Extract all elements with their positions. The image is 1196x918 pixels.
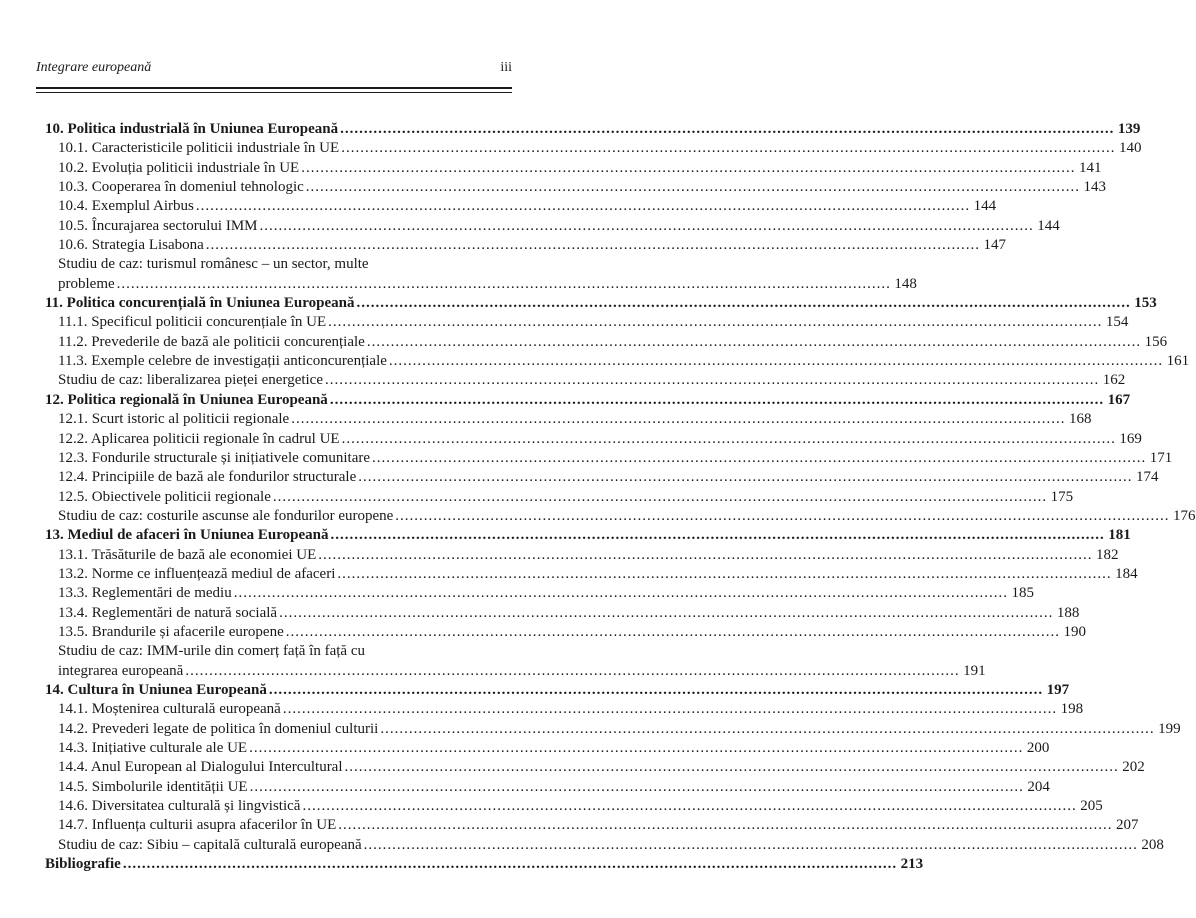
toc-entry-label: 13.3. Reglementări de mediu [58,585,232,602]
dot-leader [306,178,1080,197]
toc-entry-page: 181 [1108,527,1131,544]
dot-leader [269,681,1043,700]
toc-case-study-entry [45,371,1126,390]
toc-entry-label: Studiu de caz: Sibiu – capitală culturală europeană [58,836,362,853]
dot-leader [358,468,1132,487]
toc-entry-page: 153 [1134,295,1157,312]
toc-entry-page: 191 [963,662,986,679]
toc-entry-label: probleme [58,275,115,292]
toc-entry-page: 167 [1107,391,1131,408]
toc-case-study-entry [45,255,917,294]
dot-leader [342,430,1116,449]
toc-entry-label: 10.2. Evoluția politicii industriale în UE [58,159,300,176]
toc-chapter-entry [45,294,1157,313]
toc-entry-label: Bibliografie [45,856,121,873]
toc-section-entry [45,139,1142,158]
dot-leader [283,700,1057,719]
toc-section-entry [45,778,1050,797]
dot-leader [249,739,1023,758]
toc-section-entry [45,546,1119,565]
toc-case-study-continuation [45,275,917,294]
toc-entry-page: 174 [1135,469,1159,486]
toc-entry-page: 169 [1119,430,1142,447]
toc-entry-page: 154 [1105,314,1129,331]
toc-entry-page: 143 [1083,179,1107,196]
toc-section-entry [45,797,1103,816]
dot-leader [389,352,1163,371]
toc-entry-page: 190 [1063,623,1086,640]
dot-leader [325,371,1099,390]
toc-section-entry [45,758,1145,777]
toc-entry-page: 188 [1056,604,1080,621]
header-rule-thick [36,87,512,89]
table-of-contents [45,120,1196,874]
toc-entry-page: 139 [1117,121,1141,137]
toc-entry-label: 10.3. Cooperarea în domeniul tehnologic [58,179,304,196]
toc-section-entry [45,565,1138,584]
toc-entry-page: 207 [1115,817,1139,834]
toc-entry-label-line1: Studiu de caz: IMM-urile din comerț față în față cu [58,643,365,660]
toc-entry-label: 12.5. Obiectivele politicii regionale [58,488,271,505]
dot-leader [234,584,1008,603]
toc-entry-label: 11.3. Exemple celebre de investigații anticoncurențiale [58,353,387,370]
toc-entry-label: 14.4. Anul European al Dialogului Intercultural [58,759,343,776]
dot-leader [273,488,1047,507]
dot-leader [367,333,1141,352]
dot-leader [260,217,1034,236]
dot-leader [331,526,1105,545]
dot-leader [301,159,1075,178]
toc-entry-page: 161 [1166,353,1190,370]
dot-leader [117,275,891,294]
toc-entry-label: 12.4. Principiile de bază ale fondurilor structurale [58,469,357,486]
dot-leader [206,236,980,255]
toc-section-entry [45,816,1139,835]
toc-case-study-continuation [45,662,986,681]
header-rule-thin [36,92,512,93]
toc-entry-label: 14.3. Inițiative culturale ale UE [58,740,248,756]
toc-section-entry [45,430,1142,449]
dot-leader [345,758,1119,777]
toc-section-entry [45,449,1173,468]
toc-entry-page: 200 [1026,740,1050,756]
toc-section-entry [45,739,1050,758]
toc-chapter-entry [45,120,1141,139]
toc-entry-label: 11.2. Prevederile de bază ale politicii concurențiale [58,333,365,350]
toc-entry-page: 144 [1037,217,1060,234]
toc-section-entry [45,488,1074,507]
toc-entry-label: 13.2. Norme ce influențează mediul de afaceri [58,565,336,582]
toc-section-entry [45,197,997,216]
toc-entry-label: Studiu de caz: costurile ascunse ale fondurilor europene [58,507,394,524]
toc-entry-label: 11.1. Specificul politicii concurențiale în UE [58,314,327,331]
toc-entry-page: 184 [1115,565,1138,582]
toc-entry-label: 14.6. Diversitatea culturală și lingvistică [58,798,301,815]
dot-leader [337,565,1111,584]
dot-leader [395,507,1169,526]
toc-section-entry [45,178,1107,197]
toc-section-entry [45,584,1034,603]
dot-leader [380,720,1154,739]
dot-leader [330,391,1104,410]
toc-entry-label: 14.1. Moștenirea culturală europeană [58,701,281,718]
toc-entry-page: 168 [1068,411,1092,428]
toc-entry-page: 162 [1102,372,1126,389]
dot-leader [341,139,1115,158]
toc-section-entry [45,236,1007,255]
toc-entry-label: 12.2. Aplicarea politicii regionale în cadrul UE [58,430,340,447]
toc-section-entry [45,468,1159,487]
toc-section-entry [45,410,1092,429]
page-number: iii [500,60,512,75]
toc-entry-page: 148 [894,275,917,292]
toc-entry-page: 199 [1158,720,1181,737]
toc-entry-label: integrarea europeană [58,662,184,679]
toc-entry-page: 140 [1118,140,1142,157]
toc-section-entry [45,604,1080,623]
toc-entry-page: 202 [1122,759,1145,776]
toc-entry-label-line1: Studiu de caz: turismul românesc – un sector, multe [58,256,369,273]
toc-entry-label: 10.1. Caracteristicile politicii industriale în UE [58,140,340,157]
toc-entry-page: 147 [983,237,1007,254]
toc-entry-page: 144 [973,198,997,215]
toc-entry-label: 10.6. Strategia Lisabona [58,237,204,254]
running-header [36,60,512,78]
toc-entry-page: 176 [1173,507,1196,524]
toc-entry-page: 197 [1046,681,1070,698]
toc-section-entry [45,352,1190,371]
toc-entry-page: 156 [1144,333,1168,350]
toc-entry-label: 10.5. Încurajarea sectorului IMM [58,217,258,234]
toc-entry-label: 14.7. Influența culturii asupra afacerilor în UE [58,817,337,834]
dot-leader [250,778,1024,797]
dot-leader [279,604,1053,623]
dot-leader [196,197,970,216]
running-title: Integrare europeană [36,60,152,75]
toc-entry-label: 13.5. Brandurile și afacerile europene [58,623,284,640]
dot-leader [364,836,1138,855]
dot-leader [291,410,1065,429]
dot-leader [318,546,1092,565]
toc-case-study-entry [45,507,1196,526]
dot-leader [372,449,1146,468]
toc-entry-label: 12.3. Fondurile structurale și inițiativele comunitare [58,449,371,466]
toc-case-study-entry [45,642,986,681]
dot-leader [123,855,897,874]
toc-section-entry [45,333,1168,352]
toc-section-entry [45,159,1102,178]
toc-entry-page: 204 [1027,778,1050,795]
dot-leader [338,816,1112,835]
dot-leader [185,662,959,681]
toc-entry-page: 182 [1096,546,1119,563]
toc-chapter-entry [45,855,924,874]
toc-entry-label: Studiu de caz: liberalizarea pieței energetice [58,372,323,389]
toc-entry-label: 10. Politica industrială în Uniunea Europeană [45,121,339,137]
toc-entry-label: 12.1. Scurt istoric al politicii regionale [58,411,290,428]
dot-leader [340,120,1114,139]
toc-section-entry [45,623,1086,642]
toc-entry-label: 10.4. Exemplul Airbus [58,198,194,215]
toc-entry-label: 14.2. Prevederi legate de politica în domeniul culturii [58,720,379,737]
toc-entry-label: 11. Politica concurențială în Uniunea Europeană [45,295,355,312]
toc-entry-page: 141 [1078,159,1102,176]
toc-chapter-entry [45,526,1131,545]
dot-leader [302,797,1076,816]
toc-entry-label: 13.4. Reglementări de natură socială [58,604,278,621]
dot-leader [328,313,1102,332]
toc-case-study-entry [45,836,1164,855]
toc-entry-label: 14. Cultura în Uniunea Europeană [45,681,267,698]
toc-section-entry [45,217,1060,236]
dot-leader [286,623,1060,642]
toc-entry-page: 208 [1141,836,1164,853]
toc-section-entry [45,313,1129,332]
toc-entry-label: 13. Mediul de afaceri în Uniunea Europeană [45,527,329,544]
toc-entry-label: 14.5. Simbolurile identității UE [58,778,248,795]
toc-entry-page: 213 [900,856,924,873]
dot-leader [356,294,1130,313]
toc-entry-page: 205 [1080,798,1103,815]
toc-entry-label: 12. Politica regională în Uniunea Europeană [45,391,328,408]
toc-entry-label: 13.1. Trăsăturile de bază ale economiei UE [58,546,317,563]
toc-entry-page: 175 [1050,488,1074,505]
toc-section-entry [45,700,1084,719]
toc-chapter-entry [45,391,1131,410]
toc-section-entry [45,720,1181,739]
toc-chapter-entry [45,681,1070,700]
toc-entry-page: 171 [1149,449,1173,466]
toc-entry-page: 185 [1011,585,1034,602]
toc-entry-page: 198 [1060,701,1084,718]
